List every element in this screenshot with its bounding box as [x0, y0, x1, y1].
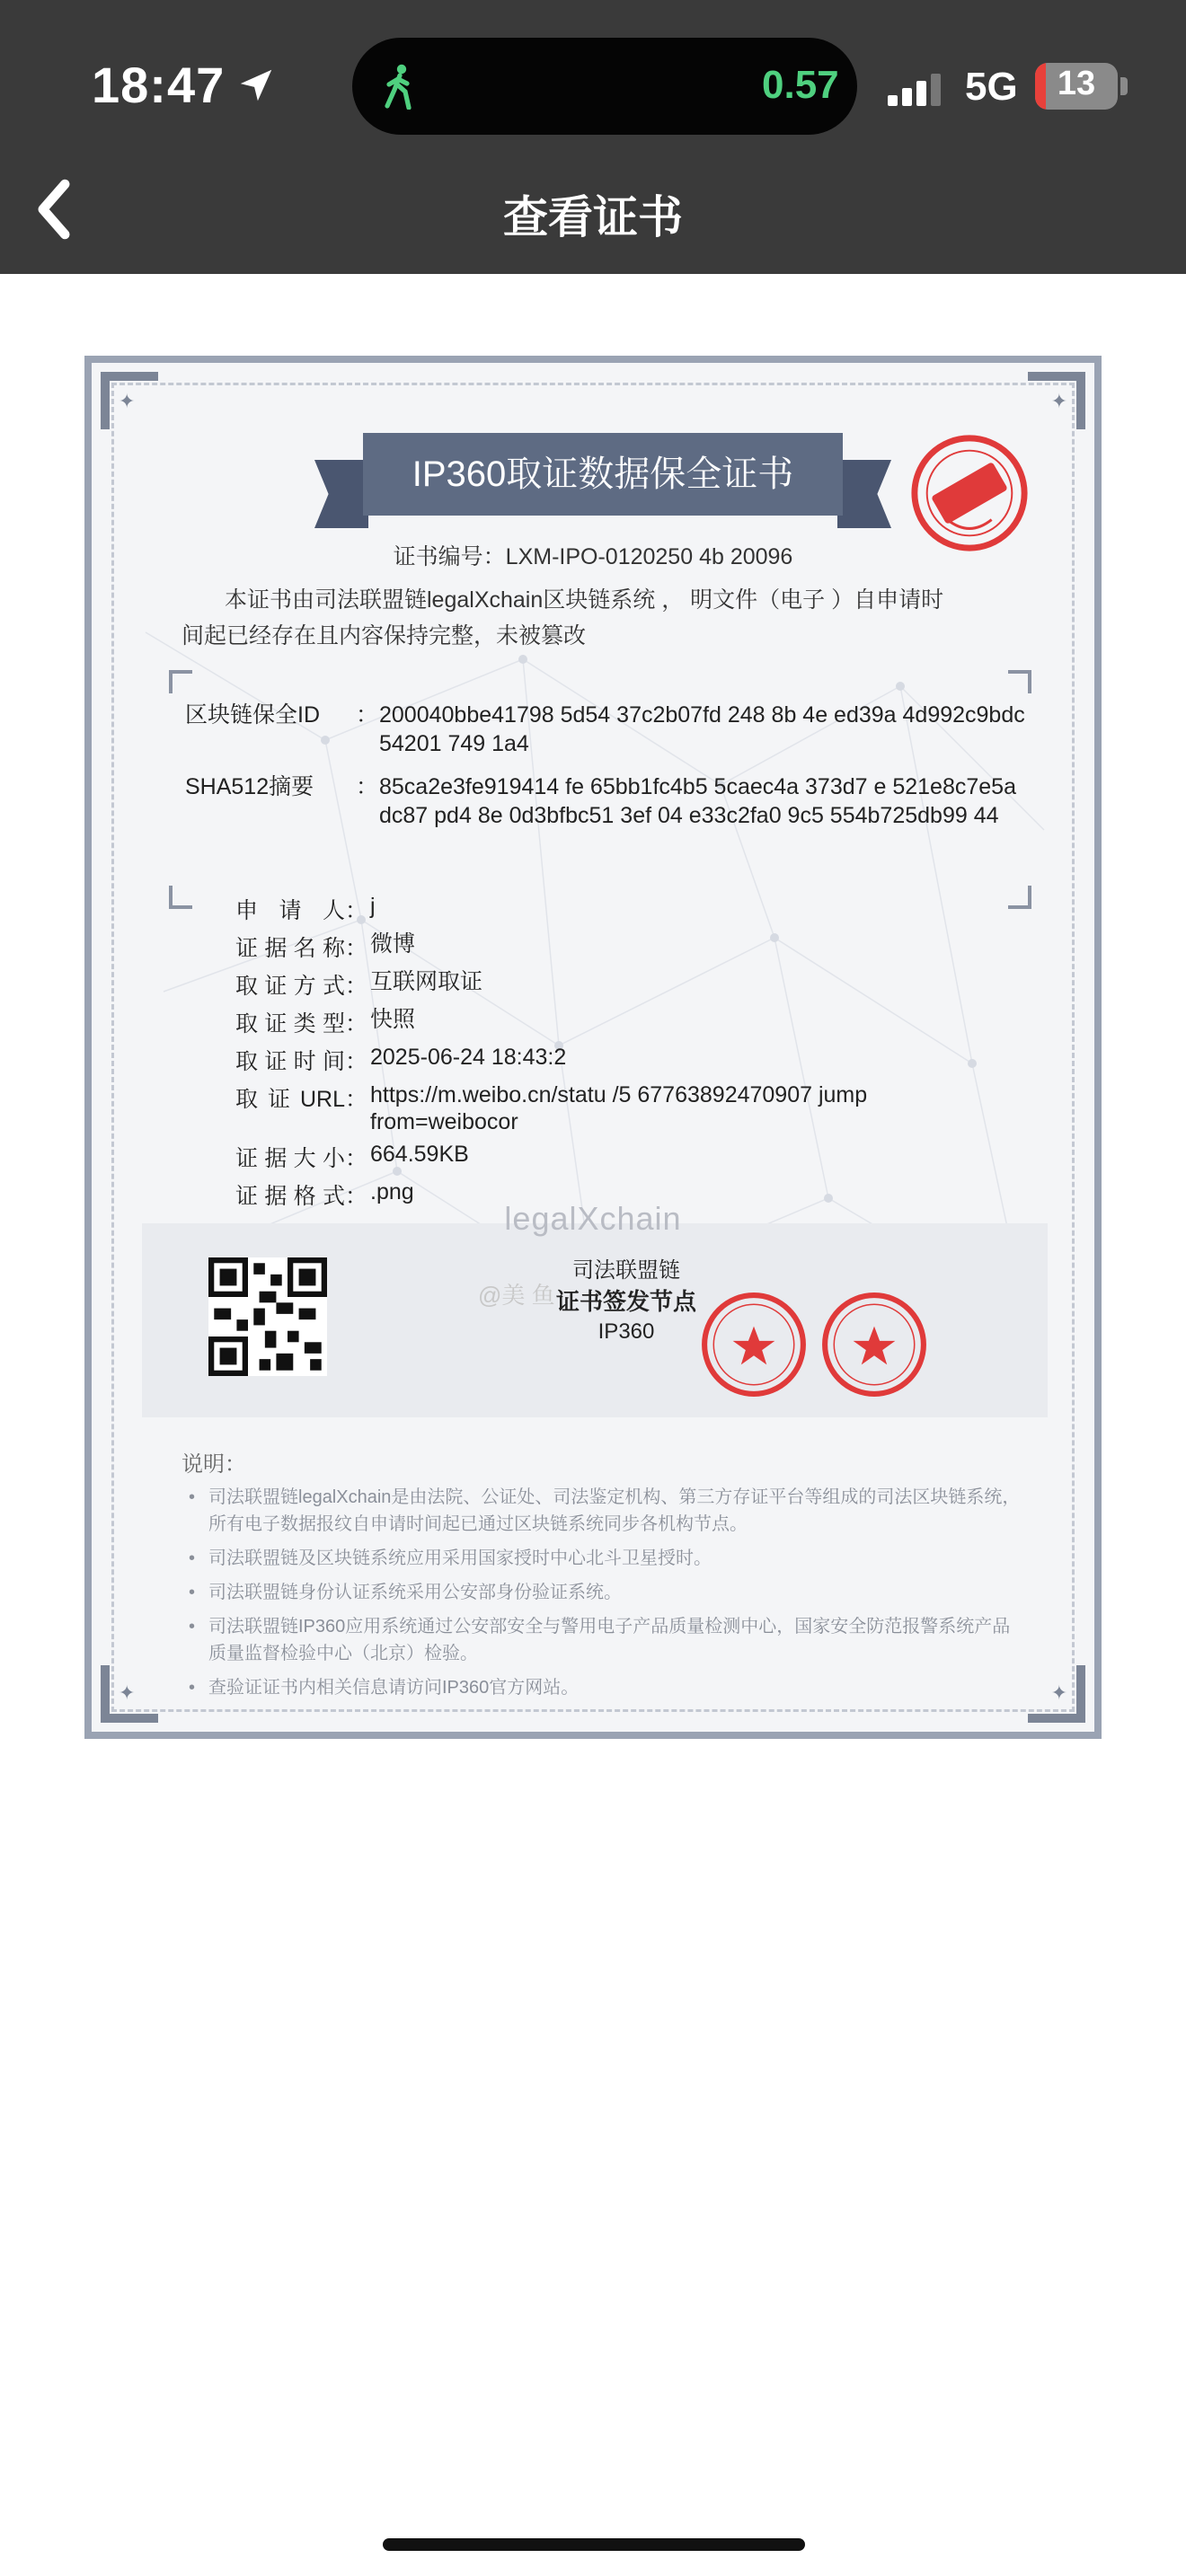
page-title: 查看证书 [503, 192, 683, 243]
certificate-number-value: LXM-IPO-0120250 4b 20096 [505, 544, 793, 569]
field-value: 互联网取证 [370, 969, 483, 994]
signing-node [541, 1256, 712, 1347]
field-value: j [370, 894, 376, 919]
note-item: • 司法联盟链legalXchain是由法院、公证处、司法鉴定机构、第三方存证平台等组成的司法区块链系统，所有电子数据报纹自申请时间起已通过区块链系统同步各机构节点。 [185, 1484, 1021, 1538]
red-seal-icon [699, 1290, 809, 1399]
battery-tip [1120, 77, 1128, 95]
note-item: • 司法联盟链IP360应用系统通过公安部安全与警用电子产品质量检测中心，国家安全防范报警系统产品质量监督检验中心（北京）检验。 [185, 1613, 1021, 1667]
network-type: 5G [965, 65, 1018, 109]
note-item: • 司法联盟链及区块链系统应用采用国家授时中心北斗卫星授时。 [185, 1545, 1021, 1572]
legalxchain-logo: legalXchain [504, 1200, 682, 1237]
evidence-info [235, 893, 868, 1216]
activity-value: 0.57 [762, 63, 839, 107]
star-icon: ✦ [1050, 390, 1067, 412]
top-bar [0, 0, 1186, 274]
certificate-title: IP360取证数据保全证书 [363, 433, 843, 516]
hash-section: 区块链保全ID ： 200040bbe41798 5d54 37c2b07fd 248 8b 4e ed39a 4d992c9bdc54201 749 1a4 SHA512摘要 ： 85ca2e3fe919414 fe 65bb1fc4b5 5caec4a 373d7 e 521e8c7e5adc87 pd4 8e 0d3bfbc51 3ef 04 e33c2fa0 9c5 554b725db99 44 [169, 670, 1031, 909]
field-value: 2025-06-24 18:43:2 [370, 1045, 567, 1070]
node-line2: 证书签发节点 [555, 1288, 696, 1315]
field-value[interactable]: https://m.weibo.cn/statu /5 67763892470907 jumpfrom=weibocor [370, 1082, 868, 1134]
field-label: 取证URL [235, 1087, 345, 1112]
notes-list [185, 1484, 1021, 1708]
certificate-image [84, 356, 1102, 1739]
sha512-label: SHA512摘要 [185, 774, 314, 799]
evidence-field-row [235, 1044, 864, 1081]
field-label: 证据大小 [235, 1146, 345, 1171]
field-label: 申请人 [235, 898, 345, 923]
field-label: 取证时间 [235, 1049, 345, 1074]
blockchain-id-value: 200040bbe41798 5d54 37c2b07fd 248 8b 4e ed39a 4d992c9bdc54201 749 1a4 [379, 702, 1025, 756]
field-value: 快照 [370, 1007, 416, 1032]
evidence-field-row [235, 1141, 864, 1178]
field-label: 证据格式 [235, 1184, 345, 1209]
certificate-description: 本证书由司法联盟链legalXchain区块链系统 ， 明文件（电子 ）自申请时间起已经存在且内容保持完整，未被篡改 [181, 587, 944, 648]
node-line1: 司法联盟链 [572, 1258, 680, 1283]
star-icon: ✦ [119, 1681, 136, 1704]
star-icon: ✦ [119, 390, 136, 412]
status-time: 18:47 [92, 57, 226, 113]
location-arrow-icon [235, 65, 277, 106]
walking-icon [377, 63, 422, 110]
signal-icon [888, 74, 943, 106]
watermark-text: @美 鱼 [478, 1282, 555, 1309]
field-value: 664.59KB [370, 1142, 469, 1167]
qr-code-icon[interactable] [208, 1257, 327, 1376]
evidence-field-row [235, 893, 864, 931]
battery-icon [1035, 63, 1118, 110]
evidence-field-row [235, 968, 864, 1006]
field-colon: ： [345, 1184, 368, 1209]
field-label: 证据名称 [235, 936, 345, 961]
battery-level: 13 [1057, 65, 1096, 102]
field-colon: ： [345, 974, 368, 999]
field-label: 取证方式 [235, 974, 345, 999]
evidence-field-row [235, 931, 864, 968]
red-seal-icon [819, 1290, 929, 1399]
sha512-value: 85ca2e3fe919414 fe 65bb1fc4b5 5caec4a 373d7 e 521e8c7e5adc87 pd4 8e 0d3bfbc51 3ef 04 e33c2fa0 9c5 554b725db99 44 [379, 774, 1016, 828]
field-colon: ： [345, 1049, 368, 1074]
note-item: • 查验证证书内相关信息请访问IP360官方网站。 [185, 1674, 1021, 1701]
field-colon: ： [345, 1011, 368, 1037]
preservation-seal-icon [907, 431, 1031, 555]
home-indicator[interactable] [383, 2538, 805, 2551]
star-icon: ✦ [1050, 1681, 1067, 1704]
notes-title: 说明： [181, 1452, 246, 1477]
field-label: 取证类型 [235, 1011, 345, 1037]
field-colon: ： [345, 936, 368, 961]
field-colon: ： [345, 1087, 368, 1112]
blockchain-id-label: 区块链保全ID [185, 702, 321, 728]
field-colon: ： [345, 1146, 368, 1171]
field-colon: ： [345, 898, 368, 923]
field-value: 微博 [370, 931, 416, 957]
certificate-number [92, 539, 1094, 571]
evidence-field-row [235, 1081, 868, 1141]
field-value: .png [370, 1179, 414, 1204]
certificate-number-label: 证书编号： [393, 544, 506, 569]
note-item: • 司法联盟链身份认证系统采用公安部身份验证系统。 [185, 1579, 1021, 1606]
evidence-field-row [235, 1006, 864, 1044]
node-line3: IP360 [597, 1319, 655, 1344]
